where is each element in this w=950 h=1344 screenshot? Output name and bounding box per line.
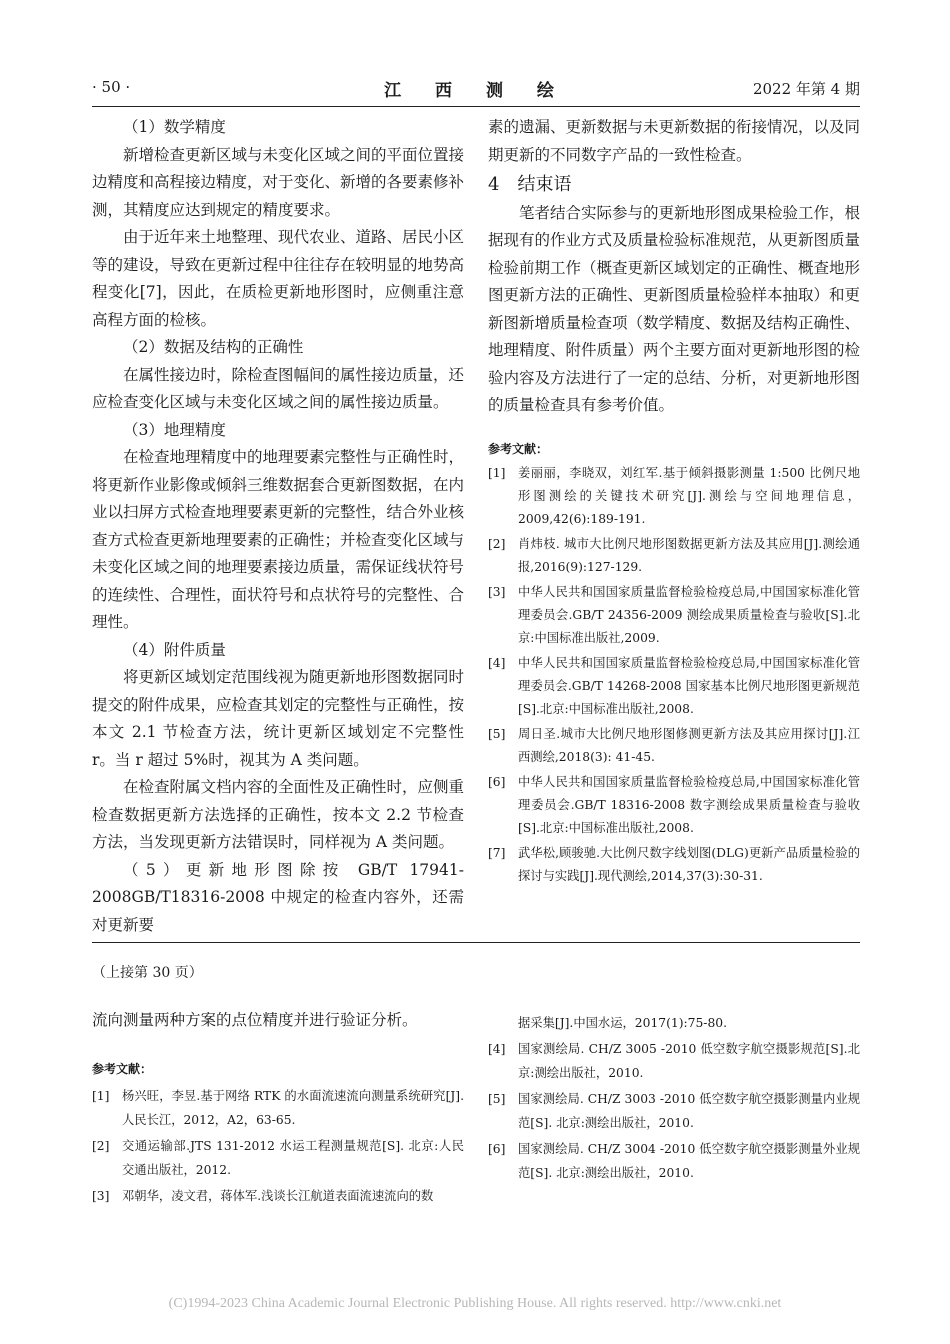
conclusion-paragraph: 笔者结合实际参与的更新地形图成果检验工作，根据现有的作业方式及质量检验标准规范，从更新图质量检验前期工作（概查更新区域划定的正确性、概查地形图更新方法的正确性、更新图质量检验样本抽取）和更新图新增质量检查项（数学精度、数据及结构正确性、地理精度、附件质量）两个主要方面对更新地形图的检验内容及方法进行了一定的总结、分析，对更新地形图的质量检查具有参考价值。 xyxy=(488,203,861,414)
right-column xyxy=(488,114,860,890)
paragraph: 将更新区域划定范围线视为随更新地形图数据同时提交的附件成果，应检查其划定的完整性与正确性，按本文 2.1 节检查方法，统计更新区域划定不完整性 r。当 r 超过 5%时，视其为 A 类问题。 xyxy=(92,668,465,769)
reference-item xyxy=(488,723,860,769)
reference-number: [1] xyxy=(488,465,506,480)
reference-number: [5] xyxy=(488,1092,506,1106)
reference-number: [5] xyxy=(488,726,506,741)
reference-item xyxy=(488,771,860,840)
journal-title: 江 西 测 绘 xyxy=(384,81,568,101)
reference-item xyxy=(488,842,860,888)
reference-number: [7] xyxy=(488,845,506,860)
continuation-text: 素的遗漏、更新数据与未更新数据的衔接情况，以及同期更新的不同数字产品的一致性检查。 xyxy=(488,118,861,164)
reference-text: 肖炜枝. 城市大比例尺地形图数据更新方法及其应用[J].测绘通报,2016(9):127-129. xyxy=(518,536,860,574)
subheading-geo-precision: （3）地理精度 xyxy=(123,420,226,439)
reference-text: 姜丽丽，李晓双，刘红军.基于倾斜摄影测量 1:500 比例尺地形图测绘的关键技术研究[J].测绘与空间地理信息，2009,42(6):189-191. xyxy=(518,465,860,526)
references-heading: 参考文献： xyxy=(92,1062,153,1076)
reference-continuation xyxy=(488,1011,860,1035)
reference-text: 国家测绘局. CH/Z 3005 -2010 低空数字航空摄影规范[S].北京:测绘出版社，2010. xyxy=(518,1042,860,1080)
reference-item xyxy=(488,581,860,650)
paragraph: 在属性接边时，除检查图幅间的属性接边质量，还应检查变化区域与未变化区域之间的属性接边质量。 xyxy=(92,365,465,411)
reference-item xyxy=(488,652,860,721)
section-divider xyxy=(92,942,860,943)
reference-text: 邓朝华，凌文君，蒋体军.浅谈长江航道表面流速流向的数 xyxy=(122,1189,434,1203)
reference-item xyxy=(488,533,860,579)
reference-number: [2] xyxy=(92,1139,110,1153)
reference-number: [2] xyxy=(488,536,506,551)
page-header xyxy=(92,72,860,107)
reference-number: [4] xyxy=(488,655,506,670)
reference-item xyxy=(488,1137,860,1185)
reference-number: [6] xyxy=(488,1142,506,1156)
reference-item xyxy=(488,1037,860,1085)
paragraph: 在检查地理精度中的地理要素完整性与正确性时，将更新作业影像或倾斜三维数据套合更新图数据，在内业以扫屏方式检查地理要素更新的完整性，结合外业核查方式检查更新地理要素的正确性；并检查变化区域与未变化区域之间的地理要素接边质量，需保证线状符号的连续性、合理性，面状符号和点状符号的完整性、合理性。 xyxy=(92,448,465,631)
section-number: 4 xyxy=(488,174,500,195)
subheading-math-precision: （1）数学精度 xyxy=(123,118,226,136)
reference-text: 国家测绘局. CH/Z 3004 -2010 低空数字航空摄影测量外业规范[S]. 北京:测绘出版社，2010. xyxy=(518,1142,860,1180)
section-title: 结束语 xyxy=(517,174,572,195)
reference-text: 周日圣.城市大比例尺地形图修测更新方法及其应用探讨[J].江西测绘,2018(3): 41-45. xyxy=(518,726,860,764)
reference-list xyxy=(488,462,860,888)
reference-text: 中华人民共和国国家质量监督检验检疫总局,中国国家标准化管理委员会.GB/T 18316-2008 数字测绘成果质量检查与验收[S].北京:中国标准出版社,2008. xyxy=(518,774,860,835)
paragraph: 在检查附属文档内容的全面性及正确性时，应侧重检查数据更新方法选择的正确性，按本文 2.2 节检查方法，当发现更新方法错误时，同样视为 A 类问题。 xyxy=(92,778,465,851)
reference-number: [1] xyxy=(92,1089,110,1103)
subheading-attachment-quality: （4）附件质量 xyxy=(123,640,226,659)
reference-number: [3] xyxy=(488,584,506,599)
subheading-data-structure: （2）数据及结构的正确性 xyxy=(123,338,304,356)
reference-item xyxy=(488,1087,860,1135)
paragraph: 由于近年来土地整理、现代农业、道路、居民小区等的建设，导致在更新过程中往往存在较明显的地势高程变化[7]，因此，在质检更新地形图时，应侧重注意高程方面的检核。 xyxy=(92,228,465,329)
reference-text: 中华人民共和国国家质量监督检验检疫总局,中国国家标准化管理委员会.GB/T 24356-2009 测绘成果质量检查与验收[S].北京:中国标准出版社,2009. xyxy=(518,584,860,645)
section-heading xyxy=(488,171,860,199)
reference-list xyxy=(92,1084,464,1208)
reference-text: 据采集[J].中国水运，2017(1):75-80. xyxy=(518,1016,728,1030)
paragraph: 新增检查更新区域与未变化区域之间的平面位置接边精度和高程接边精度，对于变化、新增的各要素修补测，其精度应达到规定的精度要求。 xyxy=(92,145,465,219)
lead-text: 流向测量两种方案的点位精度并进行验证分析。 xyxy=(92,1011,418,1029)
copyright-footer: (C)1994-2023 China Academic Journal Electronic Publishing House. All rights reserved. http://www.cnki.net xyxy=(168,1296,782,1311)
reference-text: 中华人民共和国国家质量监督检验检疫总局,中国国家标准化管理委员会.GB/T 14268-2008 国家基本比例尺地形图更新规范[S].北京:中国标准出版社,2008. xyxy=(518,655,860,716)
reference-number: [6] xyxy=(488,774,506,789)
reference-item xyxy=(92,1084,464,1132)
reference-text: 交通运输部.JTS 131-2012 水运工程测量规范[S]. 北京:人民交通出版社，2012. xyxy=(122,1139,464,1177)
reference-item xyxy=(92,1134,464,1182)
page-number: · 50 · xyxy=(92,78,131,96)
issue-label: 2022 年第 4 期 xyxy=(752,80,860,98)
reference-number: [4] xyxy=(488,1042,506,1056)
reference-text: 武华松,顾骏驰.大比例尺数字线划图(DLG)更新产品质量检验的探讨与实践[J].现代测绘,2014,37(3):30-31. xyxy=(518,845,860,883)
reference-item xyxy=(488,462,860,531)
reference-number: [3] xyxy=(92,1189,110,1203)
left-column xyxy=(92,114,464,939)
references-heading: 参考文献： xyxy=(488,441,549,456)
reference-text: 国家测绘局. CH/Z 3003 -2010 低空数字航空摄影测量内业规范[S]. 北京:测绘出版社，2010. xyxy=(518,1092,860,1130)
paragraph: （5）更新地形图除按 GB/T 17941-2008GB/T18316-2008 中规定的检查内容外，还需对更新要 xyxy=(92,860,464,934)
bottom-left-column xyxy=(92,1008,464,1210)
reference-list xyxy=(488,1037,860,1185)
bottom-right-column xyxy=(488,1011,860,1187)
reference-text: 杨兴旺，李昱.基于网络 RTK 的水面流速流向测量系统研究[J].人民长江，2012，A2，63-65. xyxy=(122,1089,464,1127)
continued-from-note: （上接第 30 页） xyxy=(92,965,203,981)
reference-item xyxy=(92,1184,464,1208)
